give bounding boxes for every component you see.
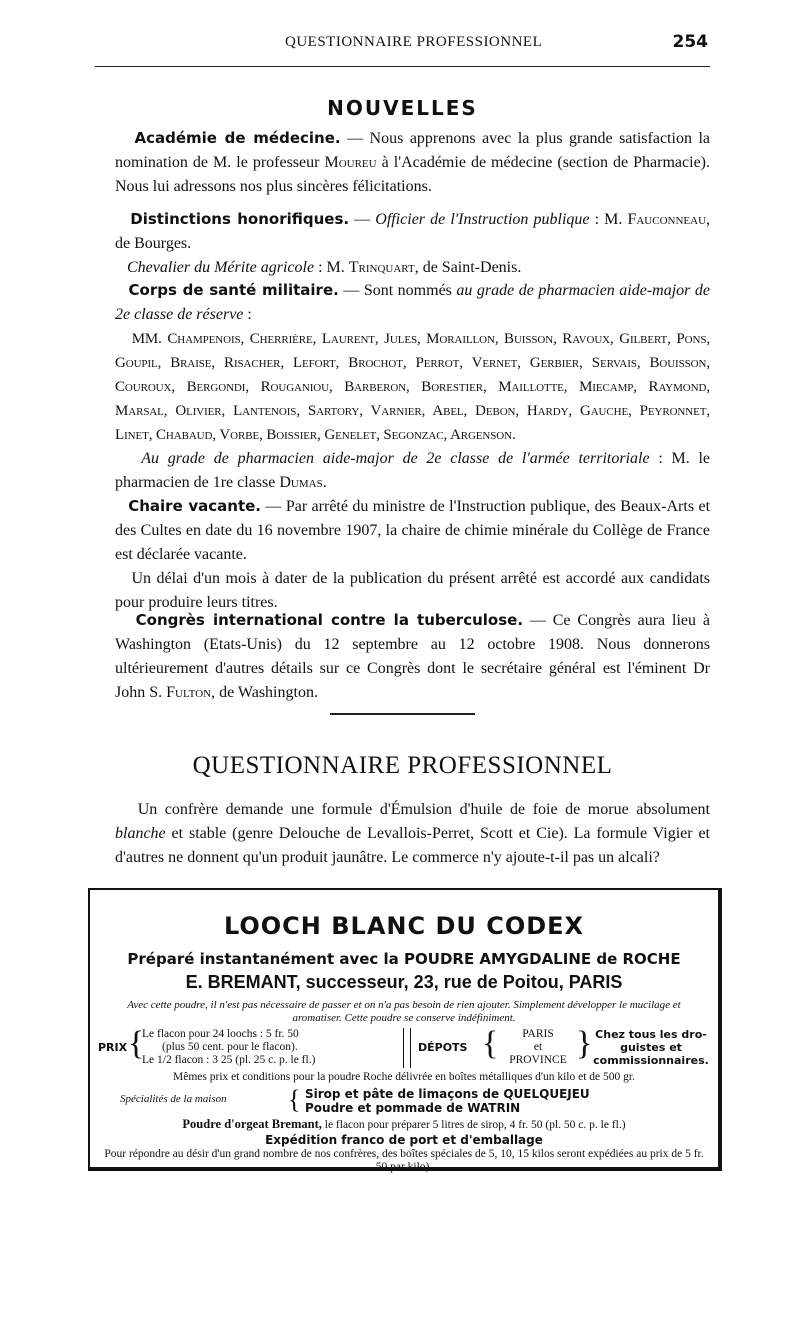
depots-right-3: commissionnaires. xyxy=(593,1054,709,1067)
ad-specialites xyxy=(90,1087,718,1117)
prix-line-2: (plus 50 cent. pour le flacon). xyxy=(162,1041,298,1053)
chaire-text-2: Un délai d'un mois à dater de la publication du présent arrêté est accordé aux candidats pour produire leurs titres. xyxy=(115,570,710,611)
corps-lead: Corps de santé militaire. xyxy=(128,281,339,299)
prix-line-1: Le flacon pour 24 loochs : 5 fr. 50 xyxy=(142,1028,299,1040)
ad-subtitle: Préparé instantanément avec la POUDRE AMYGDALINE de ROCHE xyxy=(127,950,681,968)
questionnaire-heading: QUESTIONNAIRE PROFESSIONNEL xyxy=(192,752,613,779)
news-academie xyxy=(115,126,710,199)
questionnaire-body xyxy=(115,798,710,870)
depots-line-2: et xyxy=(533,1041,543,1053)
ad-address: E. BREMANT, successeur, 23, rue de Poitou, PARIS xyxy=(185,972,623,992)
congres-name: Fulton xyxy=(166,684,212,701)
depots-right-1: Chez tous les dro- xyxy=(595,1028,707,1041)
depots-label: DÉPOTS xyxy=(418,1041,468,1054)
prix-label: PRIX xyxy=(98,1041,128,1054)
news-congres xyxy=(115,608,710,705)
double-rule xyxy=(403,1028,411,1068)
brace-icon: { xyxy=(288,1085,301,1114)
depots-right-2: guistes et xyxy=(620,1041,682,1054)
running-title: QUESTIONNAIRE PROFESSIONNEL xyxy=(285,34,543,50)
brace-icon: { xyxy=(482,1025,499,1062)
corps-colon: : xyxy=(243,306,252,323)
specialite-1: Sirop et pâte de limaçons de QUELQUEJEU xyxy=(305,1087,590,1101)
officer-place: , de Bourges. xyxy=(115,211,711,252)
corps-text-3: : M. le pharmacien de 1re classe xyxy=(115,450,711,491)
news-distinctions xyxy=(115,207,710,280)
section-separator xyxy=(330,713,475,715)
questionnaire-italic: blanche xyxy=(115,825,166,842)
specialites-label: Spécialités de la maison xyxy=(120,1093,227,1105)
brace-icon: } xyxy=(576,1025,593,1062)
ad-expedition: Expédition franco de port et d'emballage xyxy=(265,1133,543,1147)
news-heading: NOUVELLES xyxy=(327,96,478,120)
corps-names: Champenois, Cherrière, Laurent, Jules, Moraillon, Buisson, Ravoux, Gilbert, Pons, Goupil, Braise, Risacher, Lefort, Brochot, Perrot, Vernet, Gerbier, Servais, Bouisson, Couroux, Bergondi, Rouganiou, Barberon, Borestier, Maillotte, Miecamp, Raymond, Marsal, Olivier, Lantenois, Sartory, Varnier, Abel, Debon, Hardy, Gauche, Peyronnet, Linet, Chabaud, Vorbe, Boissier, Genelet, Segonzac, Argenson. xyxy=(115,331,710,443)
depots-line-1: PARIS xyxy=(522,1028,554,1040)
depots-right xyxy=(590,1028,712,1067)
chevalier-name: Trinquart xyxy=(348,259,415,276)
page-number: 254 xyxy=(672,32,708,52)
ad-note: Avec cette poudre, il n'est pas nécessaire de passer et on n'a pas besoin de rien ajouter. Simplement développer le mucilage et aromatiser. Cette poudre se conserve indéfiniment. xyxy=(127,999,681,1024)
news-chaire xyxy=(115,494,710,615)
advertisement xyxy=(88,888,722,1171)
corps-grade: au grade de pharmacien aide-major de 2e classe de réserve xyxy=(115,282,711,323)
specialite-2: Poudre et pommade de WATRIN xyxy=(305,1101,521,1115)
questionnaire-text: Un confrère demande une formule d'Émulsion d'huile de foie de morue absolument xyxy=(137,801,711,818)
officer-colon: : M. xyxy=(589,211,628,228)
header-rule xyxy=(95,66,710,67)
ad-last-line: Pour répondre au désir d'un grand nombre de nos confrères, des boîtes spéciales de 5, 10, 15 kilos seront expédiées au prix de 5 fr. 50 par kilo). xyxy=(104,1148,704,1173)
corps-mm: MM. xyxy=(131,331,168,347)
ad-orgeat xyxy=(90,1117,718,1132)
chevalier-title: Chevalier du Mérite agricole xyxy=(127,259,315,276)
congres-text-2: , de Washington. xyxy=(211,684,318,701)
questionnaire-text-2: et stable (genre Delouche de Levallois-Perret, Scott et Cie). La formule Vigier et d'autres ne donnent qu'un produit jaunâtre. Le commerce n'y ajoute-t-il pas un alcali? xyxy=(115,825,710,866)
corps-last-name: Dumas xyxy=(279,474,323,491)
corps-text: — Sont nommés xyxy=(338,282,457,299)
depots-line-3: PROVINCE xyxy=(509,1054,567,1066)
chaire-text: — Par arrêté du ministre de l'Instruction publique, des Beaux-Arts et des Cultes en date du 16 novembre 1907, la chaire de chimie minérale du Collège de France est déclarée vacante. xyxy=(115,498,711,563)
depots-lines xyxy=(498,1028,578,1067)
ad-title: LOOCH BLANC DU CODEX xyxy=(223,912,585,940)
orgeat-text: le flacon pour préparer 5 litres de sirop, 4 fr. 50 (pl. 50 c. p. le fl.) xyxy=(321,1119,626,1131)
orgeat-name: Poudre d'orgeat Bremant, xyxy=(182,1117,322,1131)
academie-lead: Académie de médecine. xyxy=(134,129,341,147)
running-header xyxy=(95,34,710,56)
news-corps xyxy=(115,278,710,495)
brace-icon: { xyxy=(128,1025,145,1062)
congres-lead: Congrès international contre la tuberculose. xyxy=(135,611,524,629)
prix-lines xyxy=(142,1028,315,1067)
ad-memes-prix: Mêmes prix et conditions pour la poudre Roche délivrée en boîtes métalliques d'un kilo et de 500 gr. xyxy=(173,1071,635,1083)
academie-text-2: à l'Académie de médecine (section de Pharmacie). Nous lui adressons nos plus sincères félicitations. xyxy=(115,154,710,195)
chaire-lead: Chaire vacante. xyxy=(128,497,262,515)
chevalier-place: , de Saint-Denis. xyxy=(414,259,522,276)
ad-price-block xyxy=(98,1025,712,1068)
officer-name: Fauconneau xyxy=(627,211,707,228)
distinctions-dash: — xyxy=(349,211,376,228)
congres-text: — Ce Congrès aura lieu à Washington (Etats-Unis) du 12 septembre au 12 octobre 1908. Nous donnerons ultérieurement d'autres détails sur ce Congrès dont le secrétaire général est l'éminent Dr John S. xyxy=(115,612,710,701)
corps-grade-territoriale: Au grade de pharmacien aide-major de 2e classe de l'armée territoriale xyxy=(141,450,650,467)
corps-end: . xyxy=(322,474,327,491)
chevalier-colon: : M. xyxy=(314,259,349,276)
prix-line-3: Le 1/2 flacon : 3 25 (pl. 25 c. p. le fl.) xyxy=(142,1054,316,1066)
academie-name: Moureu xyxy=(324,154,377,171)
distinctions-lead: Distinctions honorifiques. xyxy=(130,210,350,228)
officer-title: Officier de l'Instruction publique xyxy=(375,211,590,228)
academie-text: — Nous apprenons avec la plus grande satisfaction la nomination de M. le professeur xyxy=(115,130,710,171)
